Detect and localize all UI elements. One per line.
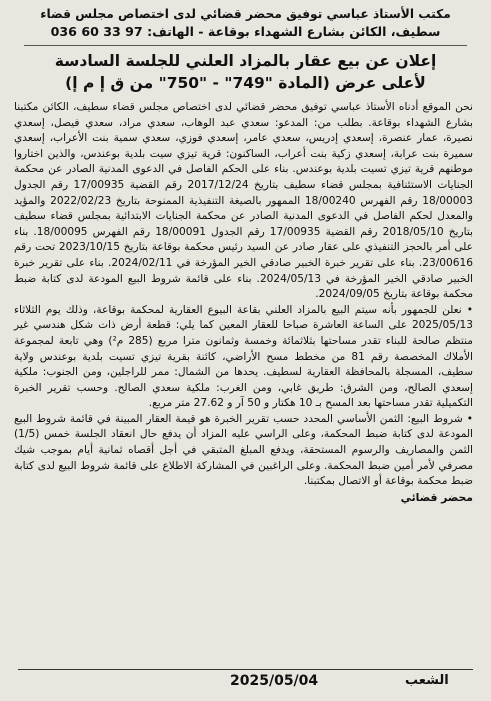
bailiff-office-header xyxy=(24,4,467,46)
publication-date: 2025/05/04 xyxy=(230,673,319,689)
office-phone-line xyxy=(28,23,463,41)
notice-title xyxy=(10,50,481,94)
publication-footer xyxy=(0,667,491,693)
notice-body xyxy=(10,100,481,490)
notice-paragraph-conditions: • شروط البيع: الثمن الأساسي المحدد حسب تقرير الخبرة هو قيمة العقار المبينة في قائمة شروط البيع المودعة لدى كتابة ضبط المحكمة، وعلى الراسي عليه المزاد أن يدفع حال انعقاد الجلسة خمس (1/5) الثمن والمصاريف والرسوم المستحقة، ويدفع المبلغ المتبقي في أجل أقصاه ثمانية أيام بموجب شيك مصرفي لأمر أمين ضبط المحكمة. وعلى الراغبين في المشاركة الاطلاع على قائمة شروط البيع لدى كتابة ضبط محكمة بوقاعة أو الاتصال بمكتبنا. xyxy=(14,412,473,488)
notice-paragraph-intro: نحن الموقع أدناه الأستاذ عباسي توفيق محضر قضائي لدى اختصاص مجلس قضاء سطيف، الكائن مكتبنا بشارع الشهداء بوقاعة. بطلب من: المدعو: سعدي عبد الوهاب، سعدي مراد، سعدي فيصل، إسعدي نصيرة، عمار عنصرة، إسعدي إدريس، سعدي عامر، إسعدي فوزي، سعدي سمية بنت الأعراب، إسعدي سميرة بنت عرابة، إسعدي زكية بنت أعراب، الساكنون: قرية تيزي سيت بلدية بوعندس، والذين اختاروا موطنهم قرية تيزي تسيت بلدية بوعندس. بناء على الحكم الفاصل في الدعوى المدنية الصادر عن محكمة الجنايات الاستئنافية بمجلس قضاء سطيف بتاريخ 2017/12/24 رقم القضية 17/00935 رقم الجدول 18/00003 رقم الفهرس 18/00240 الممهور بالصيغة التنفيذية الممنوحة بتاريخ 2022/02/23 والمؤيد والمعدل لحكم الفاصل في الدعوى المدنية الصادر عن محكمة الجنايات الابتدائية بمجلس قضاء سطيف بتاريخ 2018/05/10 رقم القضية 17/00935 رقم الجدول 18/00091 رقم الفهرس 18/00095. بناء على أمر بالحجز التنفيذي على عقار صادر عن السيد رئيس محكمة بوقاعة بتاريخ 2023/10/15 تحت رقم 23/00616. بناء على تقرير خبرة الخبير صادقي الخير المؤرخة في 2024/02/11. بناء على تقرير خبرة الخبير صادقي الخير المؤرخة في 2024/05/13. بناء على قائمة شروط البيع المودعة لدى كتابة ضبط محكمة بوقاعة بتاريخ 2024/09/05. xyxy=(14,101,474,301)
signature-line: محضر قضائي xyxy=(400,490,473,504)
office-location-text: سطيف، الكائن بشارع الشهداء بوقاعة - الهاتف: xyxy=(147,24,441,39)
office-address-line: مكتب الأستاذ عباسي توفيق محضر قضائي لدى اختصاص مجلس قضاء xyxy=(40,7,451,21)
footer-divider xyxy=(18,669,473,670)
publication-name: الشعب xyxy=(405,673,449,688)
notice-title-line-1: إعلان عن بيع عقار بالمزاد العلني للجلسة السادسة xyxy=(54,52,437,70)
notice-title-line-2: لأعلى عرض (المادة "749" - "750" من ق إ م إ) xyxy=(65,74,426,92)
phone-number: 036 60 33 97 xyxy=(50,24,143,39)
notice-paragraph-sale: • نعلن للجمهور بأنه سيتم البيع بالمزاد العلني بقاعة البيوع العقارية لمحكمة بوقاعة، وذلك يوم الثلاثاء 2025/05/13 على الساعة العاشرة صباحا للعقار المعين كما يلي: قطعة أرض ذات شكل هندسي غير منتظم صالحة للبناء تقدر مساحتها بثلاثمائة وخمسة وثمانون مترا مربع (285 م²) وهي تابعة لمجموعة الأملاك المخصصة رقم 81 من مخطط مسح الأراضي، كائنة بقرية تيزي تسيت بلدية بوعندس ولاية سطيف، المسجلة بالمحافظة العقارية لسطيف. يحدها من الشمال: ممر للراجلين، ومن الجنوب: ملكية إسعدي الصالح، ومن الشرق: طريق غابي، ومن الغرب: ملكية سعدي الصالح. وحسب تقرير الخبرة التكميلية تقدر مساحتها بعد المسح بـ 10 هكتار و 50 آر و 27.62 متر مربع. xyxy=(14,303,473,410)
